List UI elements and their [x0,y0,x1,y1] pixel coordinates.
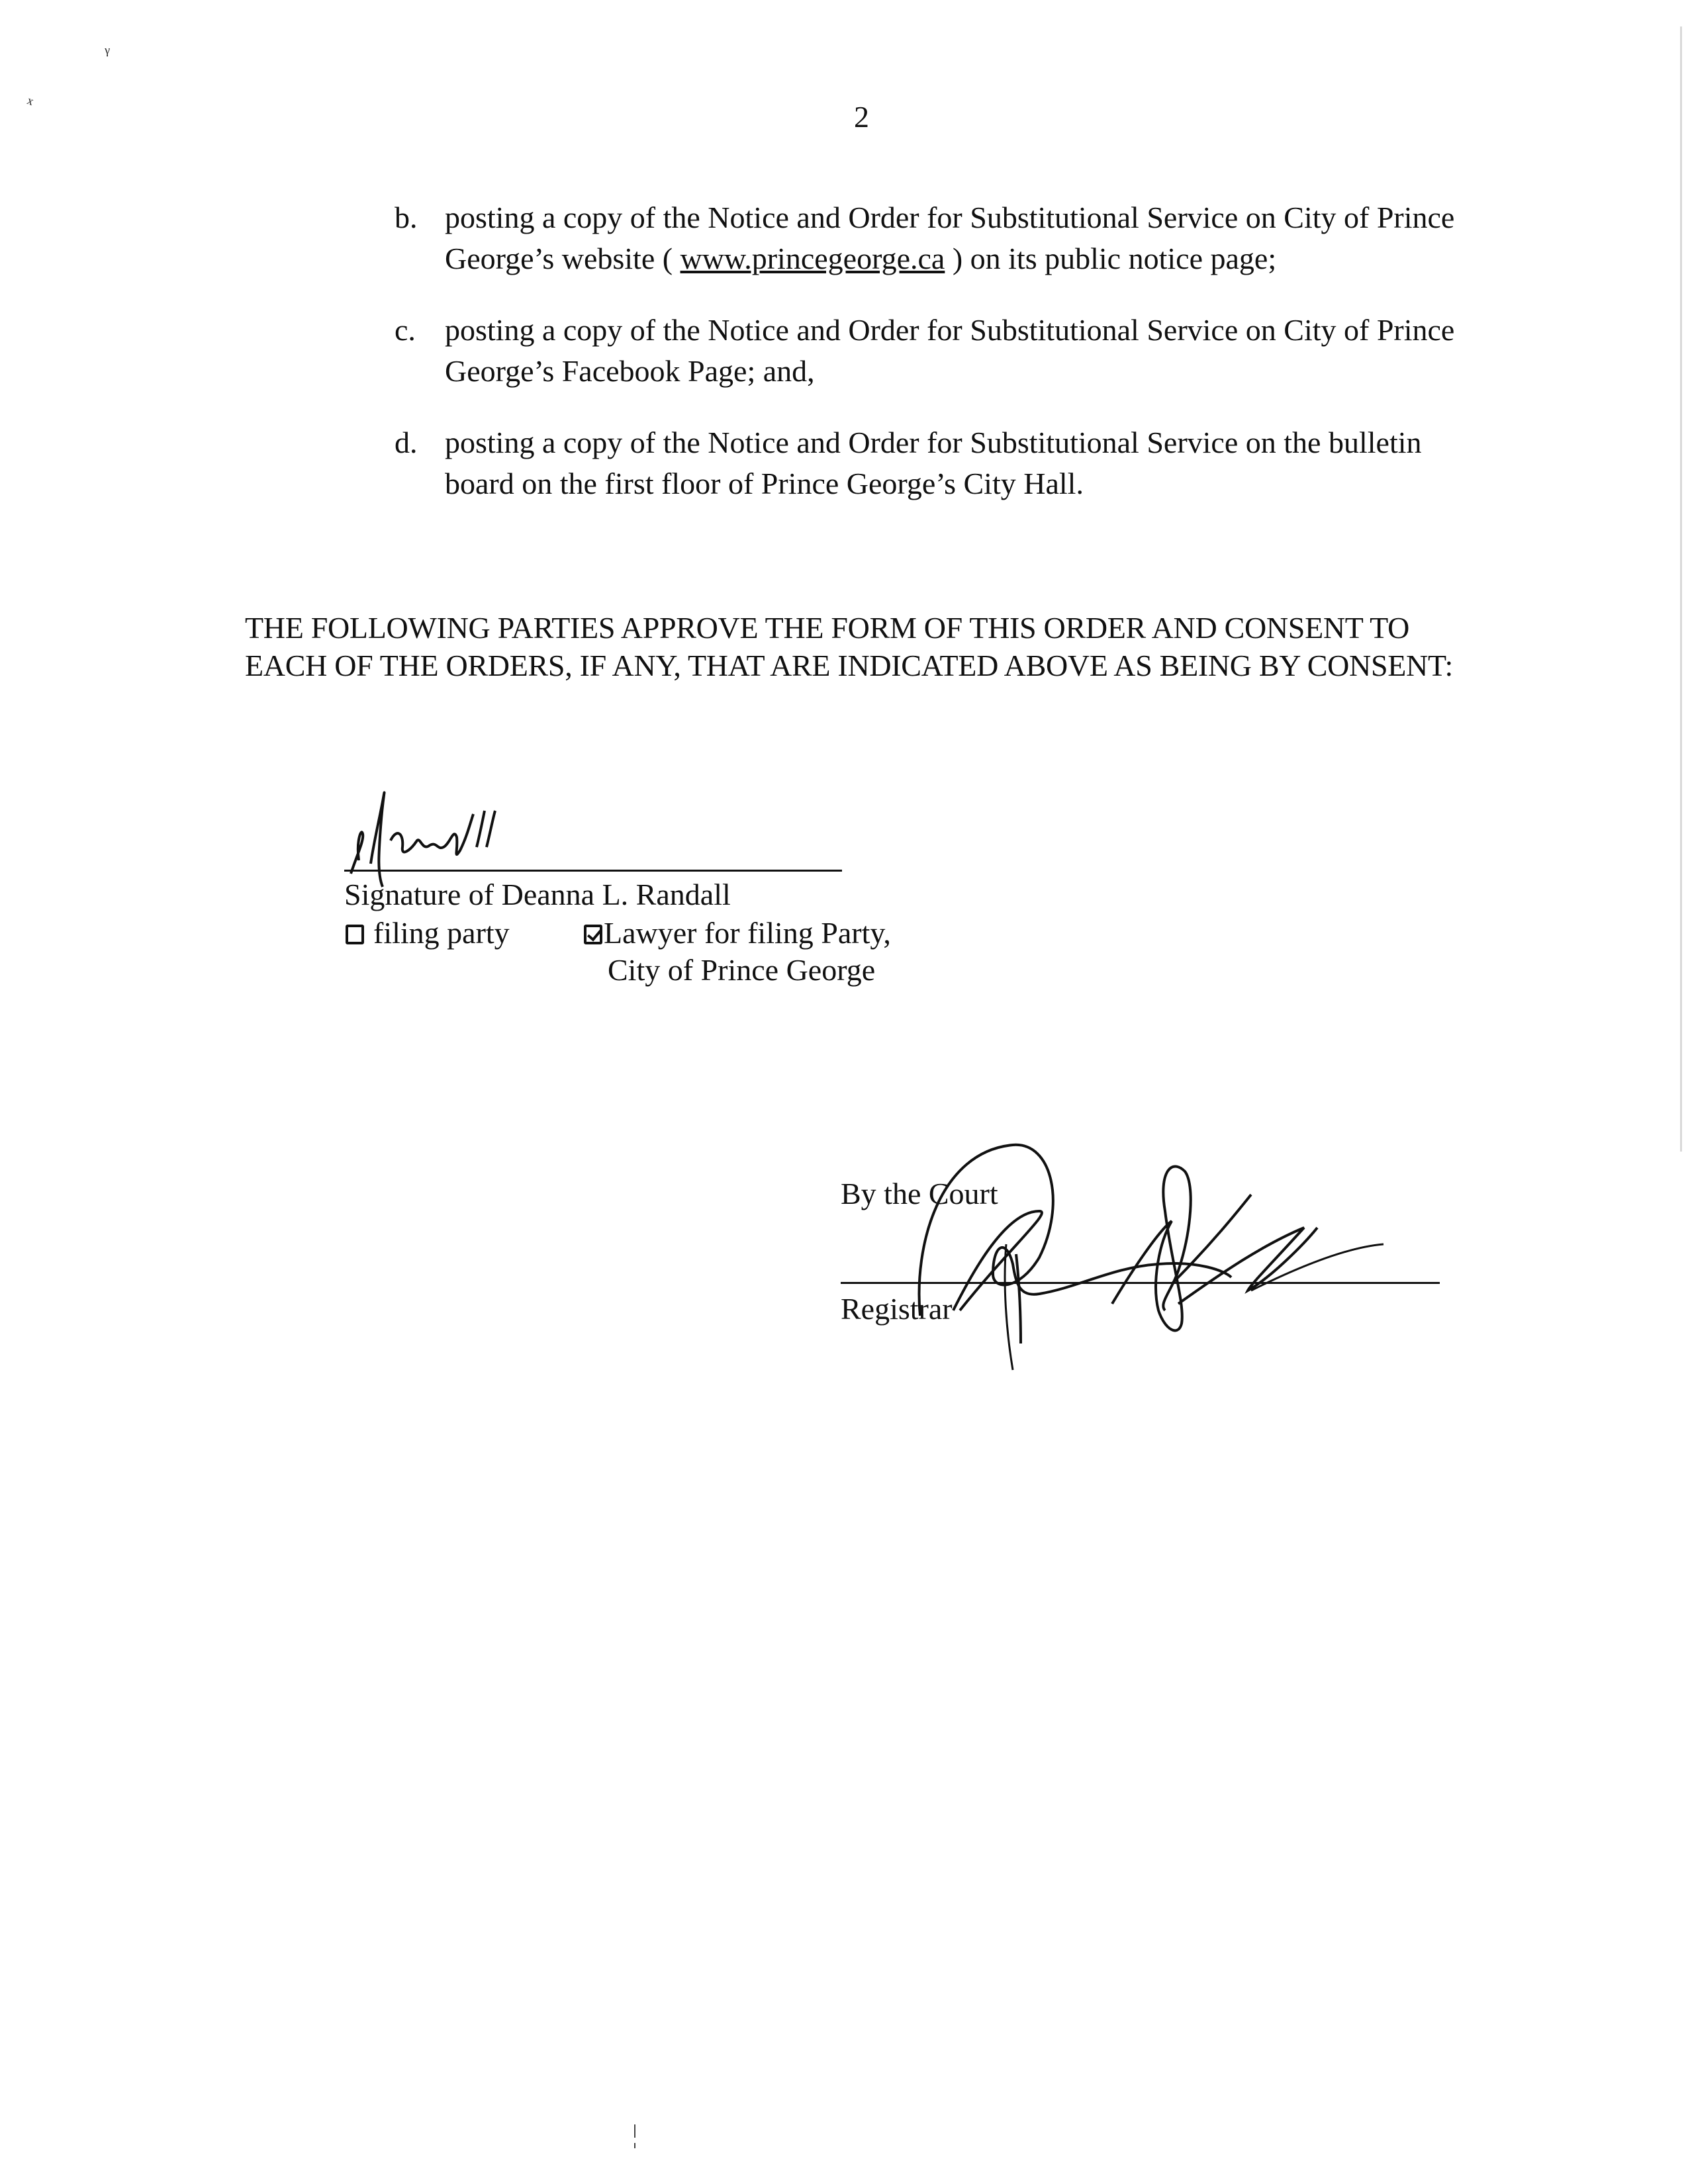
website-link[interactable]: www.princegeorge.ca [680,242,945,275]
filing-party-option[interactable] [346,915,510,952]
page-number: 2 [854,100,869,134]
list-item-text-part: posting a copy of the Notice and Order for Substitutional Service on City of Prince George’s website ( [445,201,1455,275]
registrar-signature-icon [880,1112,1476,1363]
registrar-label: Registrar [841,1292,953,1326]
lawyer-checkbox[interactable] [584,925,602,944]
registrar-signature-line [841,1282,1440,1284]
scan-edge-line [1680,26,1682,1152]
list-item-letter: b. [395,201,418,234]
lawyer-label: Lawyer for filing Party, [604,916,891,950]
consent-paragraph: THE FOLLOWING PARTIES APPROVE THE FORM OF THIS ORDER AND CONSENT TO EACH OF THE ORDERS, IF ANY, THAT ARE INDICATED ABOVE AS BEING BY CONSENT: [245,611,1453,682]
party-name: City of Prince George [608,953,876,987]
list-item-text-part: ) on its public notice page; [945,242,1277,275]
lawyer-option[interactable] [584,915,891,952]
filing-party-checkbox[interactable] [346,925,364,944]
randall-signature-icon [344,788,569,887]
party-signature-line [344,870,842,872]
list-item-text [445,197,1477,279]
scan-artifact-mark: ˣ [23,92,36,115]
list-item-text: posting a copy of the Notice and Order for Substitutional Service on City of Prince George’s Facebook Page; and, [445,313,1455,388]
scan-artifact-mark [634,2124,635,2138]
scan-artifact-mark [634,2143,635,2148]
scan-artifact-mark: ᵞ [105,42,110,64]
party-signature-caption: Signature of Deanna L. Randall [344,878,731,911]
filing-party-label: filing party [373,916,510,950]
list-item-letter: c. [395,313,416,347]
list-item-letter: d. [395,426,418,459]
list-item-text: posting a copy of the Notice and Order for Substitutional Service on the bulletin board on the first floor of Prince George’s City Hall. [445,426,1422,500]
by-the-court-label: By the Court [841,1177,998,1210]
